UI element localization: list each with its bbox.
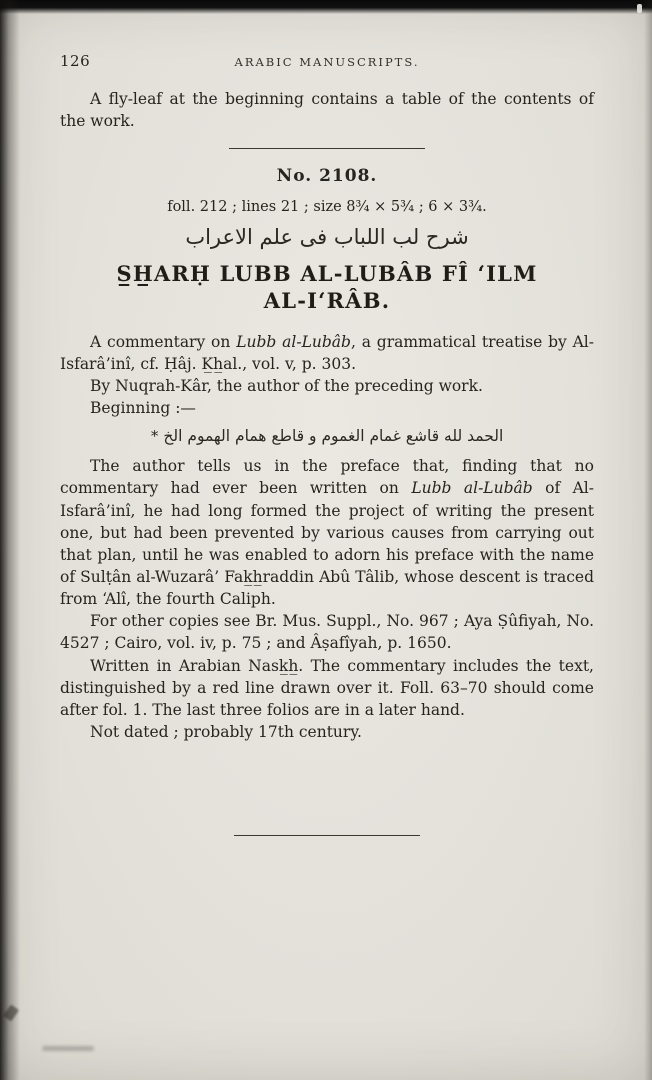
italic-text-segment: Lubb al-Lubâb [236, 332, 351, 351]
text-segment: of Al-Isfarâ’inî, he had long formed the project of writing the present one, but had been prevented by various causes from carrying out that plan, until he was enabled to adorn his preface with the name of Sulṭân al-Wuzarâ’ Fak̲h̲raddin Abû Tâlib, whose descent is traced from ‘Alî, the fourth Caliph. [60, 479, 595, 609]
entry-number-heading: No. 2108. [276, 165, 378, 186]
text-segment: , a grammatical treatise by Al-Isfarâ’inî, cf. Ḥâj. K̲h̲al., vol. v, p. 303. [60, 332, 594, 373]
script-note-paragraph: Written in Arabian Nask̲h̲. The commentary includes the text, distinguished by a red line drawn over it. Foll. 63–70 should come after fol. 1. The last three folios are in a later hand. [60, 656, 594, 719]
commentary-paragraph [60, 331, 594, 375]
arabic-beginning-line: الحمد لله قاشع غمام الغموم و قاطع همام الهموم الخ * [150, 427, 504, 446]
text-segment: A commentary on [90, 332, 237, 351]
beginning-label: Beginning :— [90, 399, 196, 418]
entry-title-line2: AL-I‘RÂB. [263, 287, 391, 313]
text-segment: The author tells us in the preface that, finding that no commentary had ever been written on [60, 457, 594, 498]
running-head: ARABIC MANUSCRIPTS. [234, 55, 420, 69]
entry-title [60, 261, 594, 315]
page-header [60, 52, 594, 72]
scan-smudge [42, 1046, 94, 1051]
copies-paragraph: For other copies see Br. Mus. Suppl., No. 967 ; Aya Ṣûfiyah, No. 4527 ; Cairo, vol. iv, p. 75 ; and Âṣafîyah, p. 1650. [60, 612, 594, 653]
intro-paragraph: A fly-leaf at the beginning contains a table of the contents of the work. [60, 90, 594, 131]
arabic-title: شرح لب اللباب فى علم الاعراب [185, 224, 469, 249]
preface-paragraph [60, 455, 594, 610]
collation-line: foll. 212 ; lines 21 ; size 8¾ × 5¾ ; 6 × 3¾. [167, 198, 487, 215]
author-paragraph: By Nuqrah-Kâr, the author of the preceding work. [90, 376, 483, 395]
italic-text-segment: Lubb al-Lubâb [411, 479, 533, 498]
page-number: 126 [60, 52, 91, 70]
date-note-paragraph: Not dated ; probably 17th century. [90, 723, 362, 742]
entry-title-line1: S̲H̲ARḤ LUBB AL-LUBÂB FÎ ‘ILM [116, 260, 538, 286]
divider-rule-bottom [234, 835, 420, 836]
divider-rule-top [229, 148, 425, 149]
